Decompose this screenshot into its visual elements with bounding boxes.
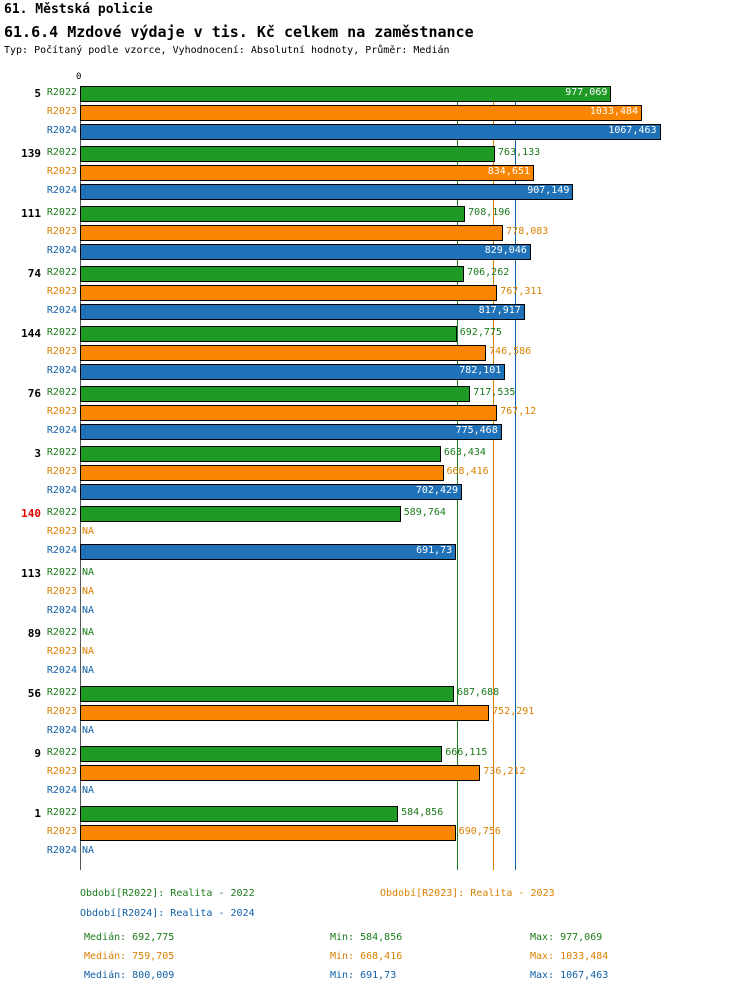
bar[interactable] — [80, 484, 462, 500]
bar-value-label: 691,73 — [416, 545, 453, 556]
chart-group — [27, 686, 700, 743]
chart-group — [21, 206, 700, 263]
stat-median: Medián: 800,009 — [84, 970, 175, 981]
series-label: R2024 — [46, 605, 77, 616]
bar-row — [46, 645, 700, 661]
series-label: R2024 — [46, 185, 77, 196]
bar-value-label: 778,083 — [506, 226, 549, 237]
chart-group — [21, 146, 700, 203]
legend-item: Období[R2022]: Realita - 2022 — [80, 888, 255, 899]
page-subtitle-params: Typ: Počítaný podle vzorce, Vyhodnocení: Absolutní hodnoty, Průměr: Medián — [4, 45, 450, 56]
series-label: R2023 — [46, 406, 77, 417]
bar[interactable] — [80, 405, 497, 421]
bar-value-label: 1033,484 — [589, 106, 639, 117]
bar-row — [46, 484, 700, 500]
chart-group — [34, 806, 700, 863]
bar-value-label: 834,651 — [487, 166, 530, 177]
bar-value-label: 736,212 — [483, 766, 526, 777]
bar-value-label: 829,046 — [484, 245, 527, 256]
bar-na-label: NA — [82, 725, 95, 736]
bar-row — [46, 686, 700, 702]
bar[interactable] — [80, 244, 531, 260]
bar-row — [46, 765, 700, 781]
bar-row — [46, 724, 700, 740]
category-label: 56 — [27, 687, 41, 700]
bar-row — [46, 585, 700, 601]
bar-row — [46, 326, 700, 342]
bar-row — [46, 124, 700, 140]
category-label: 113 — [21, 567, 41, 580]
series-label: R2024 — [46, 245, 77, 256]
page-title-metric: 61.6.4 Mzdové výdaje v tis. Kč celkem na zaměstnance — [4, 23, 474, 41]
series-label: R2023 — [46, 346, 77, 357]
bar[interactable] — [80, 446, 441, 462]
bar-na-label: NA — [82, 627, 95, 638]
bar-row — [46, 304, 700, 320]
bar-value-label: 666,115 — [445, 747, 488, 758]
stat-median: Medián: 759,705 — [84, 951, 175, 962]
bar-row — [46, 285, 700, 301]
series-label: R2022 — [46, 627, 77, 638]
category-label: 139 — [21, 147, 41, 160]
axis-zero-label: 0 — [76, 72, 82, 82]
bar-value-label: 702,429 — [415, 485, 459, 496]
bar-row — [46, 244, 700, 260]
bar[interactable] — [80, 206, 465, 222]
series-label: R2024 — [46, 305, 77, 316]
bar-row — [46, 184, 700, 200]
bar[interactable] — [80, 105, 642, 121]
bar-row — [46, 165, 700, 181]
series-label: R2022 — [46, 267, 77, 278]
series-label: R2024 — [46, 785, 77, 796]
category-label: 3 — [34, 447, 41, 460]
bar-value-label: 775,468 — [455, 425, 498, 436]
bar[interactable] — [80, 124, 661, 140]
bar[interactable] — [80, 506, 401, 522]
series-label: R2023 — [46, 706, 77, 717]
series-label: R2024 — [46, 725, 77, 736]
stat-min: Min: 691,73 — [330, 970, 397, 981]
chart-group — [27, 266, 700, 323]
bar-value-label: 687,688 — [457, 687, 500, 698]
bar-value-label: 746,586 — [489, 346, 532, 357]
stat-max: Max: 1033,484 — [530, 951, 609, 962]
bar-value-label: 690,756 — [458, 826, 501, 837]
bar[interactable] — [80, 364, 505, 380]
bar-na-label: NA — [82, 526, 95, 537]
bar[interactable] — [80, 544, 456, 560]
bar[interactable] — [80, 686, 454, 702]
chart-plot-area — [21, 86, 700, 870]
bar[interactable] — [80, 146, 495, 162]
category-label: 1 — [34, 807, 41, 820]
bar-row — [46, 105, 700, 121]
series-label: R2022 — [46, 387, 77, 398]
bar[interactable] — [80, 225, 503, 241]
legend-item: Období[R2023]: Realita - 2023 — [380, 888, 555, 899]
bar-value-label: 763,133 — [498, 147, 541, 158]
stat-median: Medián: 692,775 — [84, 932, 175, 943]
bar-row — [46, 525, 700, 541]
chart-group — [21, 326, 700, 383]
bar[interactable] — [80, 86, 611, 102]
category-label: 76 — [27, 387, 41, 400]
bar-row — [46, 345, 700, 361]
bar[interactable] — [80, 326, 457, 342]
bar-row — [46, 604, 700, 620]
bar-row — [46, 266, 700, 282]
bar-value-label: 977,069 — [565, 87, 608, 98]
bar[interactable] — [80, 285, 497, 301]
series-label: R2022 — [46, 507, 77, 518]
bar-row — [46, 506, 700, 522]
series-label: R2022 — [46, 147, 77, 158]
bar-row — [46, 405, 700, 421]
stat-min: Min: 584,856 — [330, 932, 403, 943]
bar-row — [46, 784, 700, 800]
bar[interactable] — [80, 386, 470, 402]
bar-value-label: 663,434 — [443, 447, 486, 458]
category-label: 144 — [21, 327, 41, 340]
series-label: R2023 — [46, 646, 77, 657]
bar-row — [46, 424, 700, 440]
bar-row — [46, 86, 700, 102]
series-label: R2024 — [46, 365, 77, 376]
bar-value-label: 706,262 — [467, 267, 510, 278]
bar-value-label: 668,416 — [446, 466, 489, 477]
series-label: R2023 — [46, 466, 77, 477]
category-label: 9 — [34, 747, 41, 760]
bar-row — [46, 544, 700, 560]
category-label: 5 — [34, 87, 41, 100]
bar[interactable] — [80, 165, 534, 181]
series-label: R2022 — [46, 447, 77, 458]
bar-row — [46, 465, 700, 481]
series-label: R2023 — [46, 286, 77, 297]
stat-max: Max: 1067,463 — [530, 970, 609, 981]
bar-value-label: 907,149 — [527, 185, 570, 196]
bar-na-label: NA — [82, 845, 95, 856]
bar-row — [46, 566, 700, 582]
bar-row — [46, 386, 700, 402]
chart-group — [21, 506, 700, 563]
bar-row — [46, 705, 700, 721]
page-title-department: 61. Městská policie — [4, 2, 153, 17]
series-label: R2022 — [46, 87, 77, 98]
bar-na-label: NA — [82, 586, 95, 597]
stat-max: Max: 977,069 — [530, 932, 603, 943]
bar[interactable] — [80, 705, 489, 721]
bar-row — [46, 746, 700, 762]
series-label: R2023 — [46, 106, 77, 117]
category-label: 89 — [27, 627, 41, 640]
bar-na-label: NA — [82, 567, 95, 578]
series-label: R2024 — [46, 125, 77, 136]
bar-na-label: NA — [82, 785, 95, 796]
chart-group — [21, 566, 700, 623]
chart-group — [27, 386, 700, 443]
bar-value-label: 692,775 — [459, 327, 502, 338]
series-label: R2022 — [46, 687, 77, 698]
bar-row — [46, 806, 700, 822]
bar-na-label: NA — [82, 665, 95, 676]
bar[interactable] — [80, 184, 573, 200]
bar-value-label: 589,764 — [403, 507, 446, 518]
chart-group — [34, 86, 700, 143]
bar-row — [46, 225, 700, 241]
series-label: R2023 — [46, 586, 77, 597]
bar-value-label: 717,535 — [473, 387, 516, 398]
series-label: R2022 — [46, 327, 77, 338]
bar-row — [46, 146, 700, 162]
series-label: R2022 — [46, 747, 77, 758]
bar[interactable] — [80, 806, 398, 822]
chart-group — [34, 446, 700, 503]
bar-value-label: 817,917 — [478, 305, 521, 316]
category-label: 74 — [27, 267, 41, 280]
bar[interactable] — [80, 746, 442, 762]
bar-na-label: NA — [82, 605, 95, 616]
series-label: R2022 — [46, 567, 77, 578]
bar-value-label: 1067,463 — [608, 125, 657, 136]
bar-row — [46, 664, 700, 680]
bar-na-label: NA — [82, 646, 95, 657]
series-label: R2024 — [46, 485, 77, 496]
bar[interactable] — [80, 825, 456, 841]
bar-value-label: 584,856 — [401, 807, 444, 818]
bar-row — [46, 626, 700, 642]
bar-row — [46, 364, 700, 380]
legend-item: Období[R2024]: Realita - 2024 — [80, 908, 255, 919]
bar-value-label: 708,196 — [468, 207, 511, 218]
chart-group — [34, 746, 700, 803]
bar[interactable] — [80, 424, 502, 440]
bar[interactable] — [80, 765, 480, 781]
series-label: R2024 — [46, 545, 77, 556]
series-label: R2023 — [46, 766, 77, 777]
bar-row — [46, 206, 700, 222]
category-label: 111 — [21, 207, 41, 220]
series-label: R2024 — [46, 845, 77, 856]
series-label: R2024 — [46, 425, 77, 436]
bar-value-label: 767,311 — [500, 286, 543, 297]
chart-group — [27, 626, 700, 683]
category-label: 140 — [21, 507, 41, 520]
bar-row — [46, 825, 700, 841]
bar[interactable] — [80, 465, 444, 481]
bar-row — [46, 446, 700, 462]
bar[interactable] — [80, 345, 486, 361]
series-label: R2024 — [46, 665, 77, 676]
bar[interactable] — [80, 266, 464, 282]
bar-value-label: 752,291 — [492, 706, 535, 717]
series-label: R2022 — [46, 807, 77, 818]
series-label: R2023 — [46, 166, 77, 177]
series-label: R2023 — [46, 826, 77, 837]
series-label: R2022 — [46, 207, 77, 218]
series-label: R2023 — [46, 226, 77, 237]
bar-row — [46, 844, 700, 860]
series-label: R2023 — [46, 526, 77, 537]
bar-value-label: 782,101 — [459, 365, 502, 376]
bar[interactable] — [80, 304, 525, 320]
bar-value-label: 767,12 — [500, 406, 537, 417]
stat-min: Min: 668,416 — [330, 951, 403, 962]
